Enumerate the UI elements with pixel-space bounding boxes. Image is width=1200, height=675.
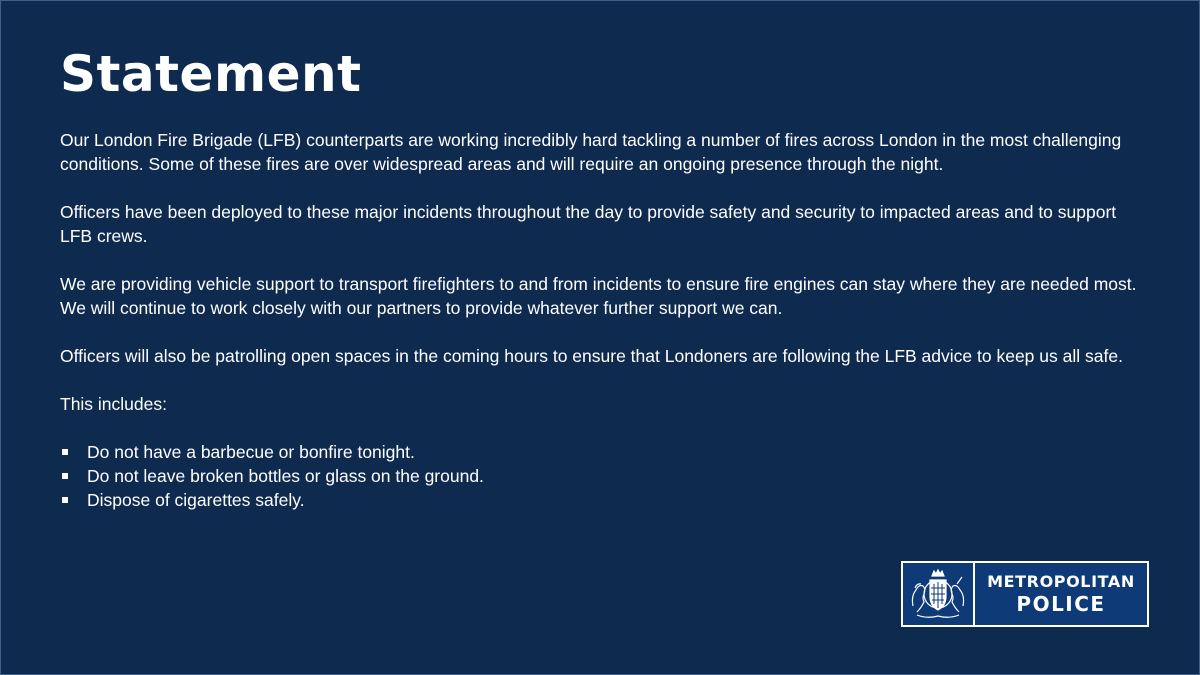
square-bullet-icon	[62, 449, 68, 455]
statement-body	[60, 128, 1145, 512]
paragraph-vehicle-support: We are providing vehicle support to transport firefighters to and from incidents to ensure fire engines can stay where they are needed most. We will continue to work closely with our partners to provide whatever further support we can.	[60, 274, 1137, 318]
square-bullet-icon	[62, 497, 68, 503]
logo-line-metropolitan: METROPOLITAN	[987, 572, 1135, 591]
list-item-text: Do not leave broken bottles or glass on the ground.	[87, 466, 484, 486]
paragraph-officers-deployed: Officers have been deployed to these major incidents throughout the day to provide safety and security to impacted areas and to support LFB crews.	[60, 202, 1117, 246]
list-item	[60, 440, 1145, 464]
page-title: Statement	[60, 45, 362, 103]
logo-wordmark	[975, 563, 1147, 625]
logo-line-police: POLICE	[1016, 592, 1106, 616]
paragraph-lfb: Our London Fire Brigade (LFB) counterparts are working incredibly hard tackling a number of fires across London in the most challenging conditions. Some of these fires are over widespread areas and will require an ongoing presence through the night.	[60, 130, 1122, 174]
paragraph-includes: This includes:	[60, 394, 167, 414]
royal-crest-icon	[903, 563, 975, 625]
paragraph-patrolling: Officers will also be patrolling open spaces in the coming hours to ensure that Londoners are following the LFB advice to keep us all safe.	[60, 346, 1123, 366]
advice-list	[60, 440, 1145, 512]
list-item-text: Dispose of cigarettes safely.	[87, 490, 305, 510]
metropolitan-police-logo	[901, 561, 1149, 627]
list-item	[60, 464, 1145, 488]
square-bullet-icon	[62, 473, 68, 479]
list-item-text: Do not have a barbecue or bonfire tonight.	[87, 442, 415, 462]
list-item	[60, 488, 1145, 512]
